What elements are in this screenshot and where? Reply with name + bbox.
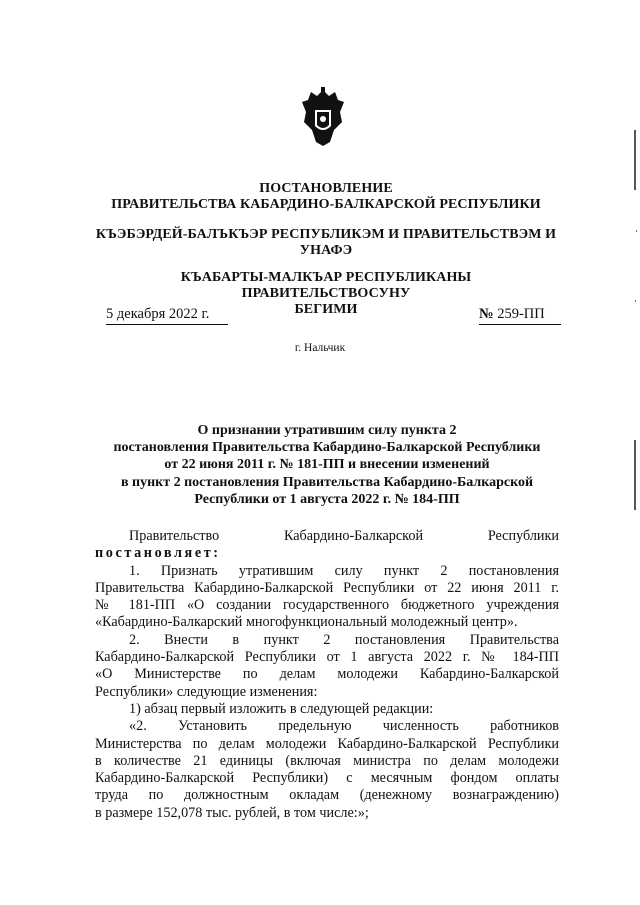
header-line: УНАФЭ xyxy=(299,243,353,258)
item-1-line: № 181-ПП «О создании государственного бюджетного учреждения xyxy=(95,597,559,614)
header-line: ПРАВИТЕЛЬСТВА КАБАРДИНО-БАЛКАРСКОЙ РЕСПУБЛИКИ xyxy=(111,197,541,212)
number-value: 259-ПП xyxy=(497,306,545,322)
document-date: 5 декабря 2022 г. xyxy=(106,306,228,325)
scan-speck xyxy=(636,230,637,232)
document-number xyxy=(479,306,561,325)
item-2-line: 2. Внести в пункт 2 постановления Правительства xyxy=(129,631,559,648)
item-1-line: 1. Признать утратившим силу пункт 2 постановления xyxy=(129,562,559,579)
header-russian xyxy=(95,181,557,213)
scan-edge-mark xyxy=(634,130,636,190)
item-2-line: Кабардино-Балкарской Республики от 1 августа 2022 г. № 184-ПП xyxy=(95,649,559,666)
quote-line: в количестве 21 единицы (включая министра по делам молодежи xyxy=(95,752,559,769)
quote-line: труда по должностным окладам (денежному вознаграждению) xyxy=(95,787,559,804)
scan-speck xyxy=(635,300,636,302)
quote-line: в размере 152,078 тыс. рублей, в том числе:»; xyxy=(95,804,369,821)
coat-of-arms-emblem xyxy=(300,86,346,148)
title-line: О признании утратившим силу пункта 2 xyxy=(197,423,457,438)
title-line: Республики от 1 августа 2022 г. № 184-ПП xyxy=(194,491,460,507)
title-line: от 22 июня 2011 г. № 181-ПП и внесении изменений xyxy=(164,457,490,473)
resolves-word xyxy=(95,545,559,562)
item-1-line: Правительства Кабардино-Балкарской Республики от 22 июня 2011 г. xyxy=(95,579,559,596)
city-name: г. Нальчик xyxy=(294,342,346,354)
item-2-line: «О Министерстве по делам молодежи Кабардино-Балкарской xyxy=(95,666,559,683)
item-1-line: «Кабардино-Балкарский многофункциональный молодежный центр». xyxy=(95,614,518,631)
resolves-text: постановляет: xyxy=(95,545,221,562)
opening-line: Правительство Кабардино-Балкарской Республики xyxy=(129,528,559,544)
document-title xyxy=(95,422,559,508)
header-line: КЪАБАРТЫ-МАЛКЪАР РЕСПУБЛИКАНЫ ПРАВИТЕЛЬСТВОСУНУ xyxy=(180,270,472,301)
header-line: КЪЭБЭРДЕЙ-БАЛЪКЪЭР РЕСПУБЛИКЭМ И ПРАВИТЕЛЬСТВЭМ И xyxy=(95,227,557,242)
document-body xyxy=(95,528,559,822)
header-line: БЕГИМИ xyxy=(294,302,358,317)
title-line: в пункт 2 постановления Правительства Кабардино-Балкарской xyxy=(120,474,534,490)
quote-line: Министерства по делам молодежи Кабардино-Балкарской Республики xyxy=(95,735,559,752)
quote-line: «2. Установить предельную численность работников xyxy=(129,718,559,735)
scan-edge-mark xyxy=(634,440,636,510)
title-line: постановления Правительства Кабардино-Балкарской Республики xyxy=(113,440,541,456)
quote-line: Кабардино-Балкарской Республики) с месячным фондом оплаты xyxy=(95,770,559,787)
item-2-line: Республики» следующие изменения: xyxy=(95,683,318,700)
header-kabardian xyxy=(95,227,557,259)
number-sign: № xyxy=(479,306,494,322)
sub-item-1-line: 1) абзац первый изложить в следующей редакции: xyxy=(129,700,434,717)
header-line: ПОСТАНОВЛЕНИЕ xyxy=(259,181,393,196)
date-number-line xyxy=(106,306,561,326)
